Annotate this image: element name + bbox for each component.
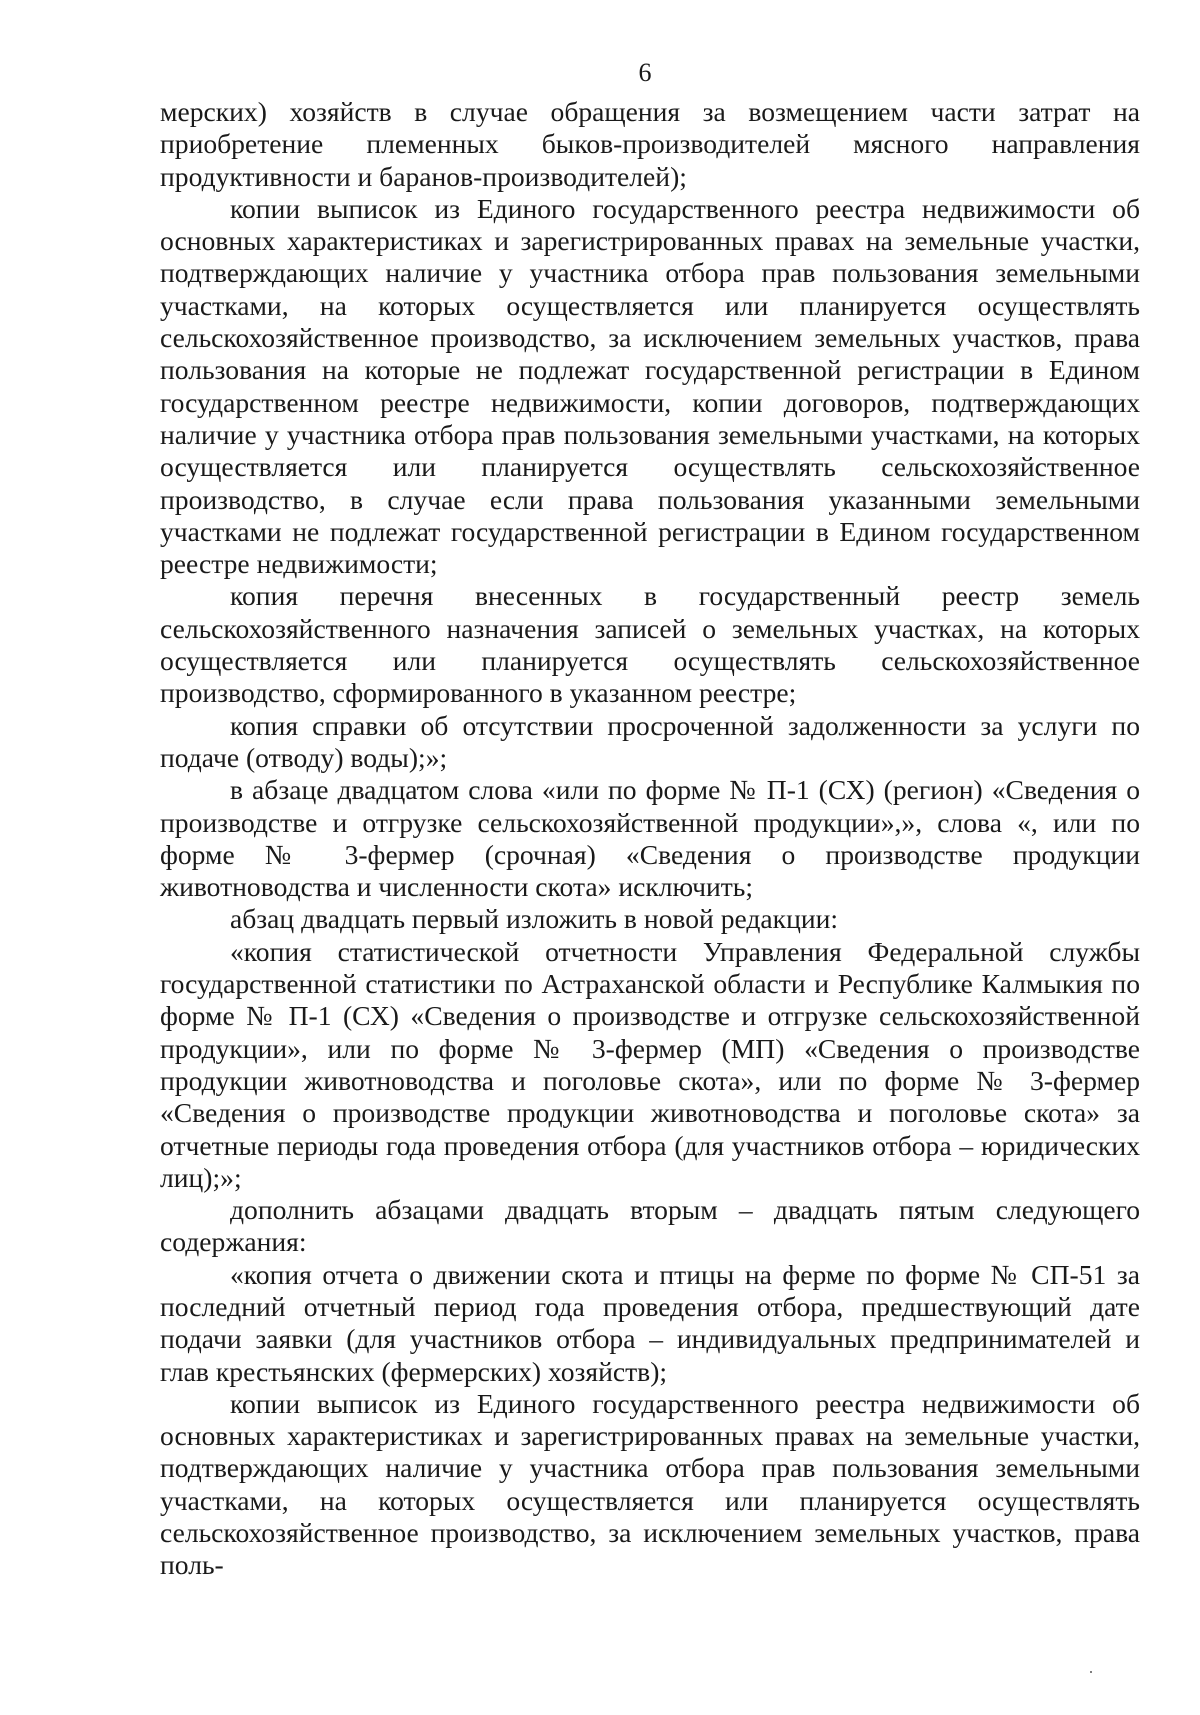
paragraph-statistical-reporting: «копия статистической отчетности Управления Федеральной службы государственной статистики по Астраханской области и Республике Калмыкия по форме № П-1 (СХ) «Сведения о производстве и отгрузке сельскохозяйственной продукции», или по форме № 3-фермер (МП) «Сведения о производстве продукции животноводства и поголовье скота», или по форме № 3-фермер «Сведения о производстве продукции животноводства и поголовье скота» за отчетные периоды года проведения отбора (для участников отбора – юридических лиц);»; (160, 935, 1140, 1193)
paragraph-supplement-intro: дополнить абзацами двадцать вторым – двадцать пятым следующего содержания: (160, 1194, 1140, 1258)
page-number: 6 (638, 58, 652, 87)
paragraph-water-debt-certificate: копия справки об отсутствии просроченной задолженности за услуги по подаче (отводу) воды);»; (160, 709, 1140, 773)
scan-speck (1090, 1671, 1092, 1673)
paragraph-land-register-list: копия перечня внесенных в государственный реестр земель сельскохозяйственного назначения записей о земельных участках, на которых осуществляется или планируется осуществлять сельскохозяйственное производство, сформированного в указанном реестре; (160, 580, 1140, 709)
paragraph-twenty-first-intro: абзац двадцать первый изложить в новой редакции: (230, 903, 839, 935)
paragraph-continuation: мерских) хозяйств в случае обращения за возмещением части затрат на приобретение племенных быков-производителей мясного направления продуктивности и баранов-производителей); (160, 96, 1140, 192)
paragraph-livestock-report: «копия отчета о движении скота и птицы на ферме по форме № СП-51 за последний отчетный период года проведения отбора, предшествующий дате подачи заявки (для участников отбора – индивидуальных предпринимателей и глав крестьянских (фермерских) хозяйств); (160, 1258, 1140, 1387)
paragraph-twentieth-amendment: в абзаце двадцатом слова «или по форме № П-1 (СХ) (регион) «Сведения о производстве и отгрузке сельскохозяйственной продукции»,», слова «, или по форме № 3-фермер (срочная) «Сведения о производстве продукции животноводства и численности скота» исключить; (160, 774, 1140, 903)
paragraph-egrn-extracts-continued: копии выписок из Единого государственного реестра недвижимости об основных характеристиках и зарегистрированных правах на земельные участки, подтверждающих наличие у участника отбора прав пользования земельными участками, на которых осуществляется или планируется осуществлять сельскохозяйственное производство, за исключением земельных участков, права поль- (160, 1387, 1140, 1581)
paragraph-egrn-extracts: копии выписок из Единого государственного реестра недвижимости об основных характеристиках и зарегистрированных правах на земельные участки, подтверждающих наличие у участника отбора прав пользования земельными участками, на которых осуществляется или планируется осуществлять сельскохозяйственное производство, за исключением земельных участков, права пользования на которые не подлежат государственной регистрации в Едином государственном реестре недвижимости, копии договоров, подтверждающих наличие у участника отбора прав пользования земельными участками, на которых осуществляется или планируется осуществлять сельскохозяйственное производство, в случае если права пользования указанными земельными участками не подлежат государственной регистрации в Едином государственном реестре недвижимости; (160, 192, 1140, 580)
document-body (160, 96, 1140, 1582)
